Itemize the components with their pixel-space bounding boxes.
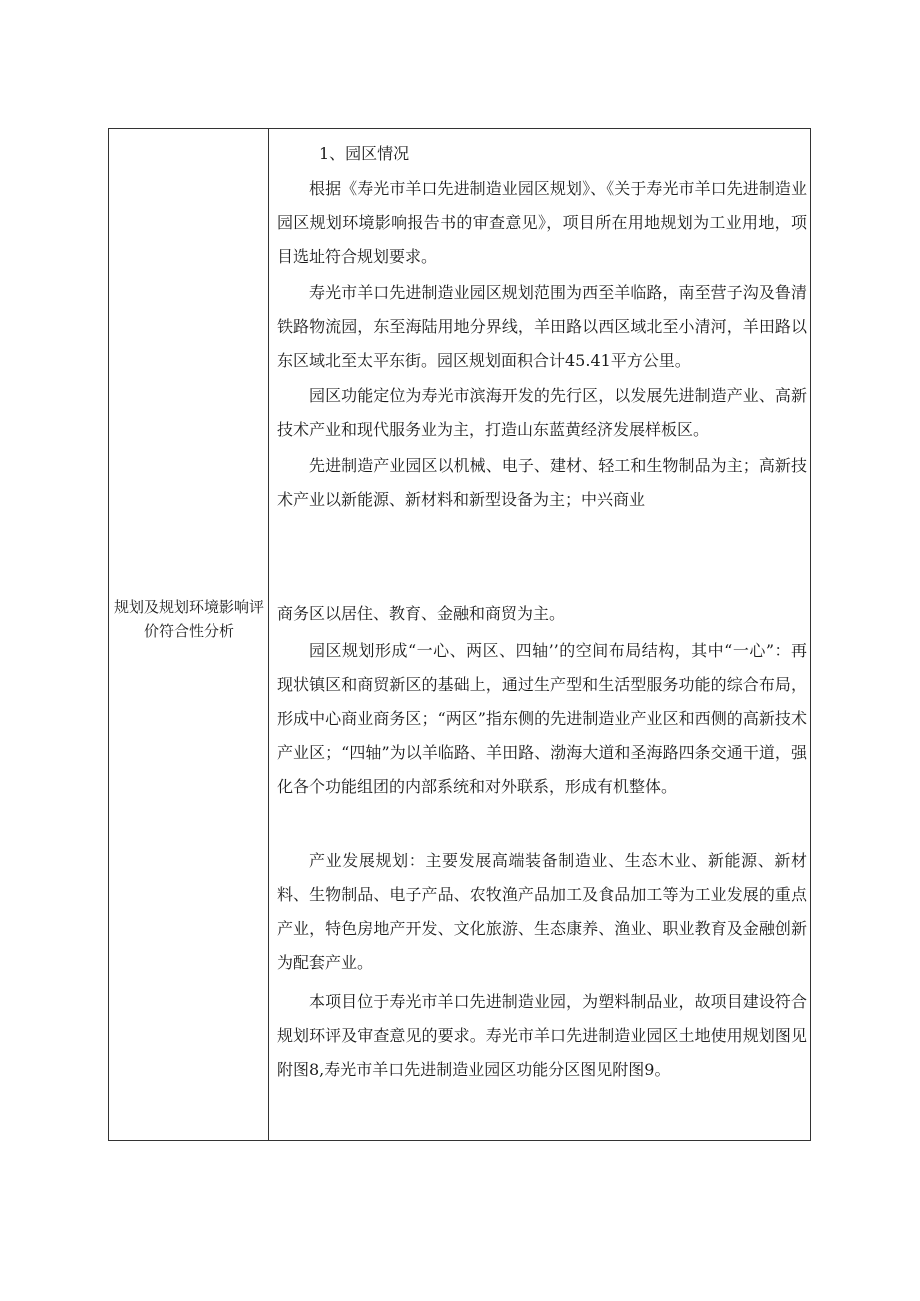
paragraph-plan-basis: 根据《寿光市羊口先进制造业园区规划》、《关于寿光市羊口先进制造业园区规划环境影响报告书的审查意见》，项目所在用地规划为工业用地，项目选址符合规划要求。 — [277, 179, 807, 266]
paragraph-spatial-layout: 园区规划形成“一心、两区、四轴’’的空间布局结构，其中“一心”：再现状镇区和商贸新区的基础上，通过生产型和生活型服务功能的综合布局，形成中心商业商务区；“两区”指东侧的先进制造业产业区和西侧的高新技术产业区；“四轴”为以羊临路、羊田路、渤海大道和圣海路四条交通干道，强化各个功能组团的内部系统和对外联系，形成有机整体。 — [277, 641, 807, 796]
paragraph-industries-part1: 先进制造产业园区以机械、电子、建材、轻工和生物制品为主；高新技术产业以新能源、新材料和新型设备为主；中兴商业 — [277, 456, 807, 509]
paragraph-industry-plan: 产业发展规划：主要发展高端装备制造业、生态木业、新能源、新材料、生物制品、电子产品、农牧渔产品加工及食品加工等为工业发展的重点产业，特色房地产开发、文化旅游、生态康养、渔业、职业教育及金融创新为配套产业。 — [277, 851, 807, 972]
paragraph-function-positioning: 园区功能定位为寿光市滨海开发的先行区，以发展先进制造产业、高新技术产业和现代服务业为主，打造山东蓝黄经济发展样板区。 — [277, 386, 807, 439]
label-cell — [109, 129, 269, 1140]
section-heading: 1、园区情况 — [319, 144, 410, 163]
content-cell — [277, 129, 807, 1140]
paragraph-plan-scope: 寿光市羊口先进制造业园区规划范围为西至羊临路，南至营子沟及鲁清铁路物流园，东至海陆用地分界线，羊田路以西区域北至小清河，羊田路以东区域北至太平东街。园区规划面积合计45.41平方公里。 — [277, 283, 807, 370]
row-label: 规划及规划环境影响评价符合性分析 — [113, 598, 264, 640]
paragraph-industries-part2: 商务区以居住、教育、金融和商贸为主。 — [277, 604, 566, 623]
content-table — [108, 128, 811, 1141]
paragraph-conclusion: 本项目位于寿光市羊口先进制造业园，为塑料制品业，故项目建设符合规划环评及审查意见的要求。寿光市羊口先进制造业园区土地使用规划图见附图8,寿光市羊口先进制造业园区功能分区图见附图9。 — [277, 992, 807, 1079]
